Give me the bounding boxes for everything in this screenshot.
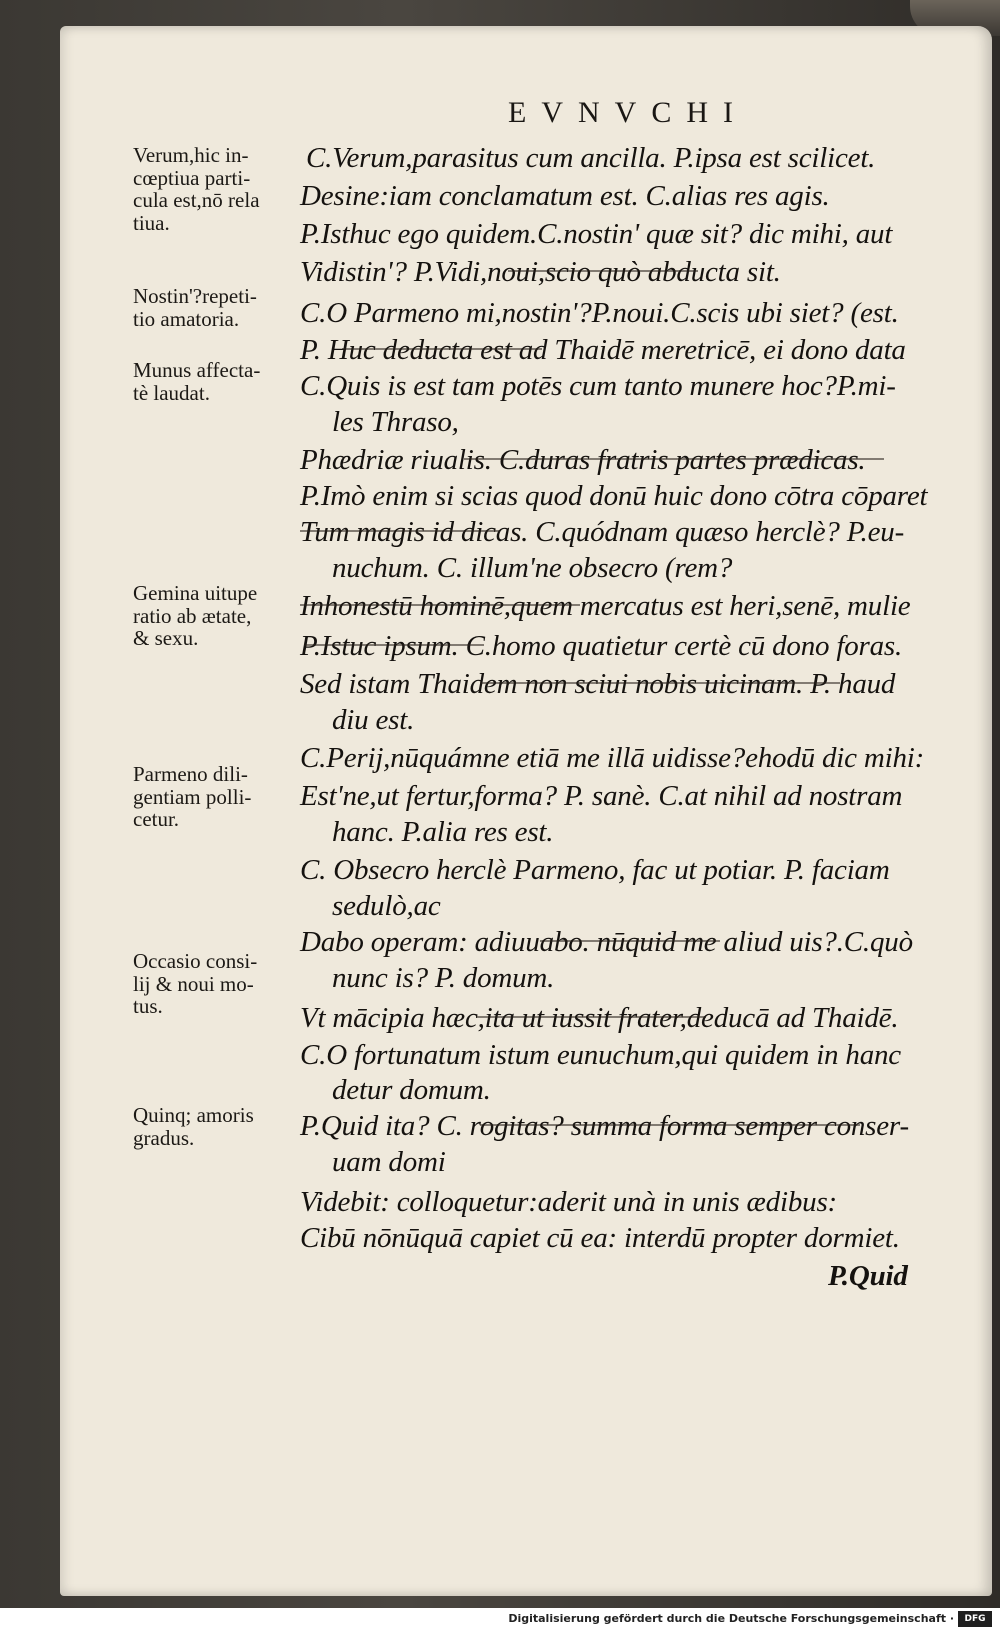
text-line: Inhonestū hominē,quem mercatus est heri,senē, mulie (300, 590, 911, 622)
ink-underline (342, 348, 542, 350)
text-line: hanc. P.alia res est. (332, 816, 554, 848)
ink-underline (480, 1124, 860, 1126)
margin-note: Parmeno dili- gentiam polli- cetur. (133, 762, 252, 831)
margin-note: Verum,hic in- cœptiua parti- cula est,nō rela tiua. (133, 143, 260, 235)
text-line: C. Obsecro herclè Parmeno, fac ut potiar. P. faciam (300, 854, 890, 886)
text-line: les Thraso, (332, 406, 459, 438)
text-line: diu est. (332, 704, 415, 736)
text-line: Est'ne,ut fertur,forma? P. sanè. C.at nihil ad nostram (300, 780, 903, 812)
text-line: C.Verum,parasitus cum ancilla. P.ipsa est scilicet. (306, 142, 876, 174)
ink-underline (300, 604, 580, 606)
text-line: Phædriæ riualis. C.duras fratris partes prædicas. (300, 444, 866, 476)
text-line: Sed istam Thaidem non sciui nobis uicinam. P. haud (300, 668, 896, 700)
ink-underline (464, 458, 884, 460)
text-line: P.Istuc ipsum. C.homo quatietur certè cū dono foras. (300, 630, 903, 662)
margin-note: Occasio consi- lij & noui mo- tus. (133, 949, 258, 1018)
catchword: P.Quid (828, 1260, 908, 1292)
text-line: C.O fortunatum istum eunuchum,qui quidem in hanc (300, 1039, 901, 1071)
text-line: nuchum. C. illum'ne obsecro (rem? (332, 552, 733, 584)
margin-note: Quinq; amoris gradus. (133, 1103, 254, 1150)
margin-note: Munus affecta- tè laudat. (133, 358, 261, 405)
ink-underline (508, 270, 698, 272)
text-line: C.Perij,nūquámne etiā me illā uidisse?ehodū dic mihi: (300, 742, 925, 774)
ink-underline (304, 644, 484, 646)
text-line: P. Huc deducta est ad Thaidē meretricē, ei dono data (300, 334, 906, 366)
text-line: detur domum. (332, 1074, 491, 1106)
margin-note: Nostin'?repeti- tio amatoria. (133, 284, 257, 331)
text-line: Desine:iam conclamatum est. C.alias res agis. (300, 180, 830, 212)
digitization-footer (0, 1608, 1000, 1632)
text-line: Videbit: colloquetur:aderit unà in unis ædibus: (300, 1186, 837, 1218)
ink-underline (476, 1016, 706, 1018)
ink-underline (480, 682, 840, 684)
text-line: Cibū nōnūquā capiet cū ea: interdū propter dormiet. (300, 1222, 900, 1254)
text-line: sedulò,ac (332, 890, 441, 922)
text-line: P.Imò enim si scias quod donū huic dono cōtra cōparet (300, 480, 928, 512)
text-line: uam domi (332, 1146, 446, 1178)
margin-note: Gemina uitupe ratio ab ætate, & sexu. (133, 581, 258, 650)
text-line: P.Isthuc ego quidem.C.nostin' quæ sit? dic mihi, aut (300, 218, 893, 250)
book-page (60, 26, 992, 1596)
running-head: EVNVCHI (508, 96, 748, 129)
text-line: nunc is? P. domum. (332, 962, 555, 994)
ink-underline (540, 940, 720, 942)
text-line: P.Quid ita? C. rogitas? summa forma semper conser- (300, 1110, 909, 1142)
footer-credit: Digitalisierung gefördert durch die Deutsche Forschungsgemeinschaft · (508, 1612, 954, 1625)
text-line: C.Quis is est tam potēs cum tanto munere hoc?P.mi- (300, 370, 896, 402)
ink-underline (300, 530, 500, 532)
text-line: Vt mācipia hæc,ita ut iussit frater,deducā ad Thaidē. (300, 1002, 899, 1034)
text-line: C.O Parmeno mi,nostin'?P.noui.C.scis ubi siet? (est. (300, 297, 899, 329)
text-line: Dabo operam: adiuuabo. nūquid me aliud uis?.C.quò (300, 926, 913, 958)
text-line: Vidistin'? P.Vidi,noui,scio quò abducta sit. (300, 256, 781, 288)
text-line: Tum magis id dicas. C.quódnam quæso herclè? P.eu- (300, 516, 905, 548)
dfg-logo: DFG (958, 1611, 992, 1627)
